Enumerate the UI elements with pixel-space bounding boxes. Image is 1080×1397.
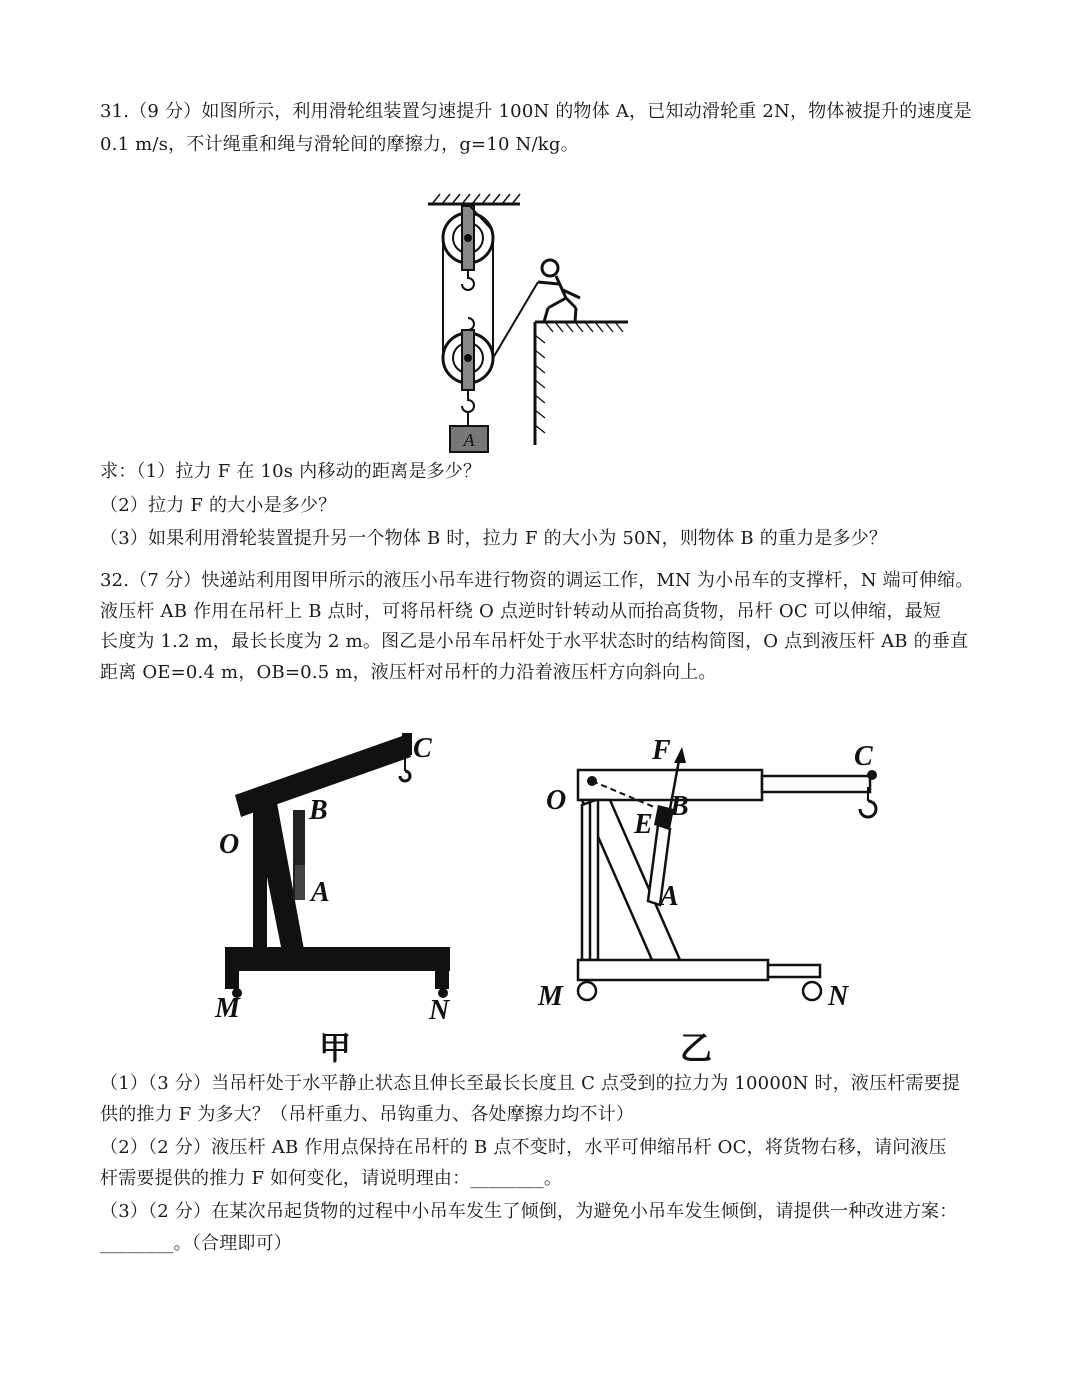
q32-line-3: 长度为 1.2 m，最长长度为 2 m。图乙是小吊车吊杆处于水平状态时的结构简图，O 点到液压杆 AB 的垂直 (100, 631, 969, 652)
jia-label-o: O (219, 829, 240, 860)
pulley-diagram (420, 190, 640, 455)
jia-label-m: M (215, 993, 240, 1024)
q31-line-1: 31.（9 分）如图所示，利用滑轮组装置匀速提升 100N 的物体 A，已知动滑轮重 2N，物体被提升的速度是 (100, 101, 972, 122)
q32-sub2-line-2: 杆需要提供的推力 F 如何变化，请说明理由：________。 (100, 1168, 563, 1189)
weight-a-label: A (463, 430, 475, 450)
yi-label-a: A (660, 881, 679, 912)
jia-caption: 甲 (319, 1030, 352, 1065)
jia-label-c: C (413, 733, 432, 764)
yi-label-b: B (670, 791, 689, 822)
yi-label-m: M (538, 981, 563, 1012)
jia-label-b: B (309, 795, 328, 826)
q31-ask-2: （2）拉力 F 的大小是多少？ (100, 495, 337, 516)
jia-label-a: A (311, 877, 330, 908)
crane-diagram-figure (530, 725, 890, 1069)
crane-diagram (530, 725, 890, 1065)
q32-sub3-line-1: （3）（2 分）在某次吊起货物的过程中小吊车发生了倾倒，为避免小吊车发生倾倒，请提供一种改进方案： (100, 1201, 958, 1222)
pulley-figure (420, 190, 640, 459)
jia-label-n: N (429, 995, 450, 1026)
q32-sub2-line-1: （2）（2 分）液压杆 AB 作用点保持在吊杆的 B 点不变时，水平可伸缩吊杆 OC，将货物右移，请问液压 (100, 1137, 947, 1158)
q32-line-2: 液压杆 AB 作用在吊杆上 B 点时，可将吊杆绕 O 点逆时针转动从而抬高货物，吊杆 OC 可以伸缩，最短 (100, 601, 942, 622)
crane-photo-figure (205, 725, 465, 1069)
yi-label-n: N (828, 981, 849, 1012)
q31-ask-1: 求：（1）拉力 F 在 10s 内移动的距离是多少？ (100, 461, 482, 482)
person-icon (538, 260, 580, 322)
q31-line-2: 0.1 m/s，不计绳重和绳与滑轮间的摩擦力，g=10 N/kg。 (100, 134, 579, 155)
q31-ask-3: （3）如果利用滑轮装置提升另一个物体 B 时，拉力 F 的大小为 50N，则物体 B 的重力是多少？ (100, 528, 888, 549)
q32-sub1-line-2: 供的推力 F 为多大？（吊杆重力、吊钩重力、各处摩擦力均不计） (100, 1104, 635, 1125)
q32-line-4: 距离 OE=0.4 m，OB=0.5 m，液压杆对吊杆的力沿着液压杆方向斜向上。 (100, 662, 717, 683)
q32-sub1-line-1: （1）（3 分）当吊杆处于水平静止状态且伸长至最长长度且 C 点受到的拉力为 10000N 时，液压杆需要提 (100, 1073, 961, 1094)
yi-label-e: E (634, 809, 653, 840)
yi-caption: 乙 (680, 1030, 713, 1065)
yi-label-c: C (854, 741, 873, 772)
yi-label-f: F (652, 735, 671, 766)
q32-sub3-line-2: ________。（合理即可） (100, 1233, 292, 1254)
q32-line-1: 32.（7 分）快递站利用图甲所示的液压小吊车进行物资的调运工作，MN 为小吊车的支撑杆，N 端可伸缩。 (100, 570, 974, 591)
crane-photo (205, 725, 465, 1065)
yi-label-o: O (546, 785, 567, 816)
